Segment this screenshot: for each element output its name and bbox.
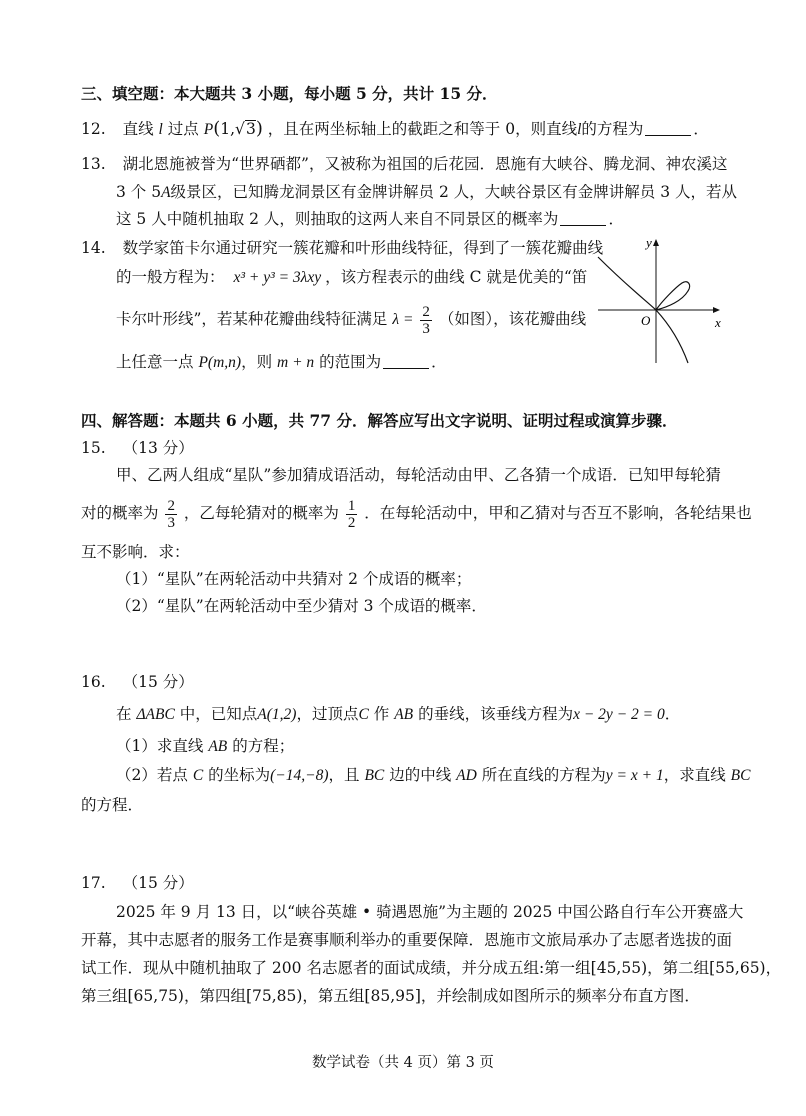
q14-point-p: P(m,n) — [198, 354, 242, 371]
y-label: y — [646, 235, 652, 250]
frac-den: 3 — [167, 514, 175, 531]
question-number: 13. — [81, 155, 106, 173]
q14-line4c: 的范围为 — [319, 353, 382, 371]
q14-line3a: 卡尔叶形线”，若某种花瓣曲线特征满足 — [116, 310, 388, 328]
q12-end: ． — [693, 120, 709, 138]
q15-line2a: 对的概率为 — [81, 504, 159, 522]
q12-text-d: 的方程为 — [581, 120, 644, 138]
q14-line4a: 上任意一点 — [116, 353, 194, 371]
q14-end: ． — [431, 353, 447, 371]
question-number: 15. — [81, 439, 106, 457]
frac-den: 3 — [422, 320, 430, 337]
q12-text-b: 过点 — [167, 120, 199, 138]
q16-text: ． — [664, 705, 681, 723]
q16-text: （2）若点 — [116, 766, 188, 784]
q13-grade-a: A — [161, 184, 171, 201]
q13-end: ． — [608, 210, 624, 228]
x-axis-arrow — [713, 307, 720, 313]
q16-text: 所在直线的方程为 — [481, 766, 606, 784]
q14-lambda: λ = — [392, 311, 414, 328]
q14-line1: 数学家笛卡尔通过研究一簇花瓣和叶形曲线特征，得到了一簇花瓣曲线 — [122, 239, 604, 257]
q16-text: 的垂线，该垂线方程为 — [418, 705, 574, 723]
question-15-sub-2: （2）“星队”在两轮活动中至少猜对 3 个成语的概率． — [116, 597, 487, 615]
question-15-header — [81, 437, 194, 459]
folium-figure — [596, 235, 726, 365]
question-14-line-2 — [116, 266, 587, 289]
q12-text-c: ，且在两坐标轴上的截距之和等于 0，则直线 — [267, 120, 578, 138]
q16-eq1: x − 2y − 2 = 0 — [573, 706, 665, 723]
q14-equation: x³ + y³ = 3λxy — [233, 269, 322, 286]
answer-blank — [383, 352, 429, 369]
question-16-header — [81, 671, 194, 693]
score: （15 分） — [122, 874, 194, 892]
q12-point-p: P — [203, 121, 214, 138]
q16-text: 边的中线 — [389, 766, 452, 784]
question-14-line-1 — [81, 237, 603, 259]
question-17-line-3: 试工作．现从中随机抽取了 200 名志愿者的面试成绩，并分成五组:第一组[45,55)，第二组[55,65)， — [81, 959, 782, 977]
q16-eq2: y = x + 1 — [605, 767, 664, 784]
q12-coord: 1, — [220, 120, 236, 138]
q16-triangle: ΔABC — [136, 706, 175, 723]
q15-line2b: ，乙每轮猜对的概率为 — [183, 504, 339, 522]
score: （15 分） — [122, 673, 194, 691]
q14-mn: m + n — [277, 354, 315, 371]
origin-label: O — [641, 313, 651, 328]
q16-text: 的坐标为 — [208, 766, 271, 784]
x-label: x — [715, 315, 721, 330]
q16-c: C — [358, 706, 369, 723]
q16-ad: AD — [456, 767, 477, 784]
page-footer: 数学试卷（共 4 页）第 3 页 — [312, 1055, 494, 1071]
q13-line3: 这 5 人中随机抽取 2 人，则抽取的这两人来自不同景区的概率为 — [116, 210, 559, 228]
q16-text: 在 — [116, 705, 132, 723]
question-number: 14. — [81, 239, 106, 257]
question-17-line-4: 第三组[65,75)，第四组[75,85)，第五组[85,95]，并绘制成如图所示的频率分布直方图． — [81, 987, 700, 1005]
q16-sub1a: （1）求直线 — [116, 737, 204, 755]
section3-heading: 三、填空题：本大题共 3 小题，每小题 5 分，共计 15 分． — [81, 84, 498, 103]
question-16-line-1 — [116, 703, 680, 726]
question-number: 16. — [81, 673, 106, 691]
y-axis-arrow — [653, 239, 659, 246]
question-17-header — [81, 872, 194, 894]
q13-line1: 湖北恩施被誉为“世界硒都”，又被称为祖国的后花园．恩施有大峡谷、腾龙洞、神农溪这 — [122, 155, 728, 173]
question-17-line-1: 2025 年 9 月 13 日，以“峡谷英雄 • 骑遇恩施”为主题的 2025 中国公路自行车公开赛盛大 — [116, 903, 744, 921]
q12-sqrt3: 3 — [245, 120, 256, 138]
section4-heading: 四、解答题：本题共 6 小题，共 77 分．解答应写出文字说明、证明过程或演算步骤． — [81, 411, 678, 430]
question-17-line-2: 开幕，其中志愿者的服务工作是赛事顺利举办的重要保障．恩施市文旅局承办了志愿者选拔的面 — [81, 931, 733, 949]
q16-ab: AB — [394, 706, 414, 723]
q15-fraction-1 — [165, 498, 177, 531]
q16-text: ，求直线 — [663, 766, 726, 784]
question-15-line-2 — [81, 493, 752, 533]
q16-point-a: A(1,2) — [257, 706, 297, 723]
frac-num: 2 — [167, 497, 175, 514]
q12-line-l: l — [158, 121, 163, 138]
q14-line2a: 的一般方程为： — [116, 268, 225, 286]
q16-bc: BC — [364, 767, 385, 784]
q12-text-a: 直线 — [122, 120, 154, 138]
q16-text: ，且 — [328, 766, 360, 784]
question-12: 12. 直线 l 过点 P(1,√3) ，且在两坐标轴上的截距之和等于 0，则直线l的方程为 ． — [81, 118, 709, 139]
question-14-line-3 — [116, 299, 586, 340]
q14-line4b: ，则 — [241, 353, 273, 371]
question-15-line-3: 互不影响．求： — [81, 543, 190, 561]
question-13-line-3 — [116, 208, 624, 230]
q13-line2b: 级景区，已知腾龙洞景区有金牌讲解员 2 人，大峡谷景区有金牌讲解员 3 人，若从 — [170, 183, 737, 201]
question-13-line-2 — [116, 181, 737, 204]
q16-c-2: C — [192, 767, 204, 784]
question-15-line-1: 甲、乙两人组成“星队”参加猜成语活动，每轮活动由甲、乙各猜一个成语．已知甲每轮猜 — [116, 466, 721, 484]
q14-line2b: ，该方程表示的曲线 C 就是优美的“笛 — [325, 268, 588, 286]
answer-blank — [560, 209, 606, 226]
question-16-sub-1 — [116, 735, 294, 758]
frac-num: 2 — [422, 303, 430, 320]
answer-blank — [645, 119, 691, 136]
q15-fraction-2 — [346, 498, 358, 531]
question-number: 12. — [81, 120, 106, 138]
frac-den: 2 — [347, 514, 356, 531]
q14-fraction — [420, 304, 432, 337]
q16-text: ，过顶点 — [296, 705, 359, 723]
q16-ab-2: AB — [208, 738, 228, 755]
q15-line2c: ．在每轮活动中，甲和乙猜对与否互不影响，各轮结果也 — [364, 504, 752, 522]
q12-line-l-2: l — [577, 121, 582, 138]
frac-num: 1 — [347, 497, 356, 514]
q16-sub1b: 的方程； — [232, 737, 295, 755]
question-16-sub-2 — [116, 764, 750, 787]
score: （13 分） — [122, 439, 194, 457]
question-16-sub-2-cont: 的方程． — [81, 796, 144, 814]
q16-text: 作 — [373, 705, 390, 723]
q13-line2a: 3 个 5 — [116, 183, 162, 201]
question-14-line-4 — [116, 351, 447, 374]
question-15-sub-1: （1）“星队”在两轮活动中共猜对 2 个成语的概率； — [116, 570, 472, 588]
q16-bc-2: BC — [730, 767, 751, 784]
q14-line3b: （如图），该花瓣曲线 — [438, 310, 587, 328]
question-13-line-1 — [81, 153, 727, 175]
q16-text: 中，已知点 — [179, 705, 258, 723]
q16-coord-c: (−14,−8) — [270, 767, 329, 784]
question-number: 17. — [81, 874, 106, 892]
